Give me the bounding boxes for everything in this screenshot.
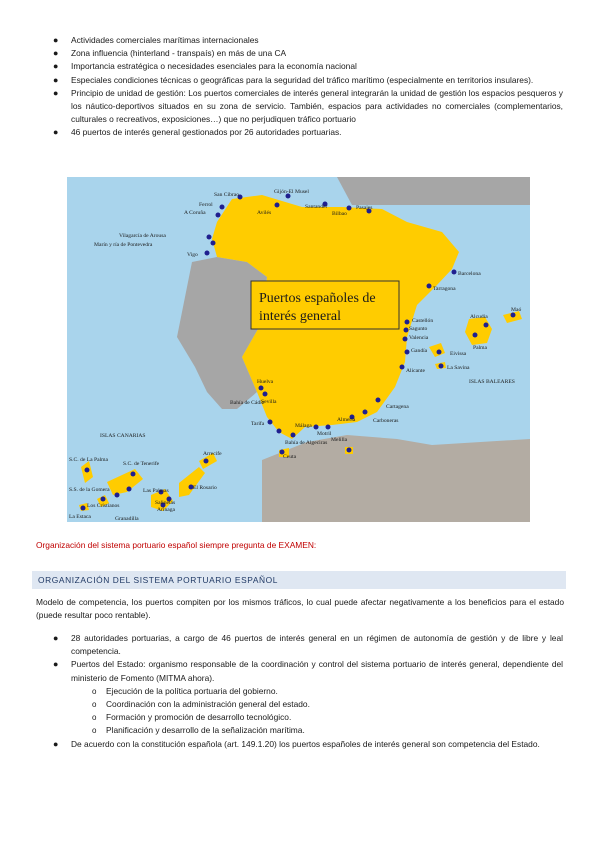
map-title-line1: Puertos españoles de [259,291,376,306]
sub-list-item: o Ejecución de la política portuaria del gobierno. [71,685,563,698]
circle-bullet-icon: o [92,713,97,723]
port-dot [263,392,268,397]
port-dot [439,364,444,369]
port-label: Melilla [331,437,348,443]
port-dot [427,284,432,289]
list-item: ● De acuerdo con la constitución española (art. 149.1.20) los puertos españoles de interés general son competencia del Estado. [71,738,563,751]
port-dot [275,203,280,208]
port-label: Alcudia [470,314,488,320]
port-label: Castellón [412,318,434,324]
port-label: Málaga [295,423,312,429]
port-dot [326,425,331,430]
port-label: Granadilla [115,516,139,522]
port-dot [216,213,221,218]
port-label: Bahía de Algeciras [285,440,328,446]
competition-paragraph: Modelo de competencia, los puertos compiten por los mismos tráficos, lo cual puede afectar negativamente a los beneficios para el estado (puede resultar poco rentable). [36,597,564,621]
port-dot [314,425,319,430]
port-dot [404,328,409,333]
list-item: ● Principio de unidad de gestión: Los puertos comerciales de interés general integrarán la unidad de gestión los espacios pesqueros y los náutico-deportivos situados en su zona de servicio. También, espacios para actividades no comerciales (complementarios, culturales o recreativos, exposiciones…) que no perjudiquen tráfico portuario [53,87,563,125]
port-dot [81,506,86,511]
port-dot [220,205,225,210]
port-label: Motril [317,431,332,437]
bullet-icon: ● [53,127,59,138]
port-label: Valencia [409,335,429,341]
africa-shape [262,435,530,522]
port-dot [131,472,136,477]
port-label: San Cibrao [214,192,240,198]
port-dot [268,420,273,425]
france-shape [337,177,530,205]
port-dot [347,206,352,211]
port-dot [101,497,106,502]
exam-note: Organización del sistema portuario español siempre pregunta de EXAMEN: [36,540,317,550]
port-dot [205,251,210,256]
organization-list [53,632,563,751]
port-dot [207,235,212,240]
port-dot [376,398,381,403]
port-label: Marín y ría de Pontevedra [94,242,153,248]
map-title-line2: interés general [259,309,342,324]
port-dot [403,337,408,342]
port-dot [363,410,368,415]
port-dot [204,459,209,464]
port-label: S.C. de La Palma [69,457,108,463]
port-label: La Savina [447,365,470,371]
port-dot [347,448,352,453]
criteria-list [53,34,563,140]
port-label: Salinetas [155,500,176,506]
port-dot [277,429,282,434]
section-heading: ORGANIZACIÓN DEL SISTEMA PORTUARIO ESPAÑOL [32,571,566,589]
list-item: ● Puertos del Estado: organismo responsable de la coordinación y control del sistema portuario de interés general, dependiente del ministerio de Fomento (MITMA ahora). [53,659,563,683]
list-item: ● Especiales condiciones técnicas o geográficas para la seguridad del tráfico marítimo (especialmente en territorios insulares). [71,74,563,87]
port-label: Alicante [406,368,425,374]
port-dot [511,313,516,318]
port-label: Arrecife [203,451,222,457]
bullet-icon: ● [53,633,59,643]
port-label: S.S. de la Gomera [69,487,110,493]
port-dot [405,350,410,355]
port-label: Huelva [257,379,274,385]
port-label: Gandía [411,348,428,354]
port-dot [437,350,442,355]
circle-bullet-icon: o [92,700,97,710]
port-dot [400,365,405,370]
port-label: Vigo [187,252,198,258]
port-label: Sagunto [409,326,428,332]
port-dot [85,468,90,473]
port-dot [115,493,120,498]
bullet-icon: ● [53,74,59,85]
list-item: ● Zona influencia (hinterland - transpaís) en más de una CA [71,47,563,60]
port-label: El Rosario [193,485,217,491]
port-label: Cartagena [386,404,409,410]
port-label: Bilbao [332,211,347,217]
list-item: ● Actividades comerciales marítimas internacionales [71,34,563,47]
port-label: Arinaga [157,507,176,513]
bullet-icon: ● [53,87,59,98]
sub-list-item: o Coordinación con la administración general del estado. [71,698,563,711]
bullet-icon: ● [53,61,59,72]
port-label: Bahía de Cádiz [230,400,265,406]
bullet-icon: ● [53,35,59,45]
list-item: ● Importancia estratégica o necesidades esenciales para la economía nacional [71,60,563,73]
port-label: Pasajes [356,205,373,211]
list-item: ● 28 autoridades portuarias, a cargo de 46 puertos de interés general en un régimen de autonomía de gestión y de libre y leal competencia. [53,633,563,657]
port-dot [291,433,296,438]
circle-bullet-icon: o [92,686,97,696]
port-dot [259,386,264,391]
port-label: Santander [305,204,328,210]
port-label: Eivissa [450,351,467,357]
port-dot [211,241,216,246]
port-label: Tarifa [251,421,265,427]
bullet-icon: ● [53,659,59,670]
port-label: Palma [473,345,487,351]
port-label: Almería [337,417,356,423]
port-label: Maó [511,307,522,313]
port-dot [484,323,489,328]
region-label-baleares: ISLAS BALEARES [469,379,515,385]
port-label: Los Cristianos [87,503,120,509]
sub-list-item: o Planificación y desarrollo de la señalización marítima. [71,724,563,737]
port-label: Avilés [257,210,272,216]
port-label: Las Palmas [143,488,169,494]
port-label: La Estaca [69,514,91,520]
list-item: ● 46 puertos de interés general gestionados por 26 autoridades portuarias. [71,126,563,139]
port-label: Carboneras [373,418,399,424]
circle-bullet-icon: o [92,726,97,736]
port-label: Ferrol [199,202,213,208]
port-dot [405,320,410,325]
sub-list-item: o Formación y promoción de desarrollo tecnológico. [71,711,563,724]
port-label: Gijón-El Musel [274,189,309,195]
port-label: Tarragona [433,286,456,292]
port-label: Barcelona [458,271,481,277]
spanish-ports-map [67,177,530,522]
port-dot [452,270,457,275]
port-label: S.C. de Tenerife [123,461,160,467]
port-dot [473,333,478,338]
bullet-icon: ● [53,48,59,59]
region-label-canarias: ISLAS CANARIAS [100,433,146,439]
port-label: Ceuta [283,454,297,460]
port-label: A Coruña [184,210,206,216]
bullet-icon: ● [53,738,59,749]
port-dot [127,487,132,492]
port-label: Vilagarcía de Arousa [119,233,166,239]
port-label: Sevilla [261,399,277,405]
